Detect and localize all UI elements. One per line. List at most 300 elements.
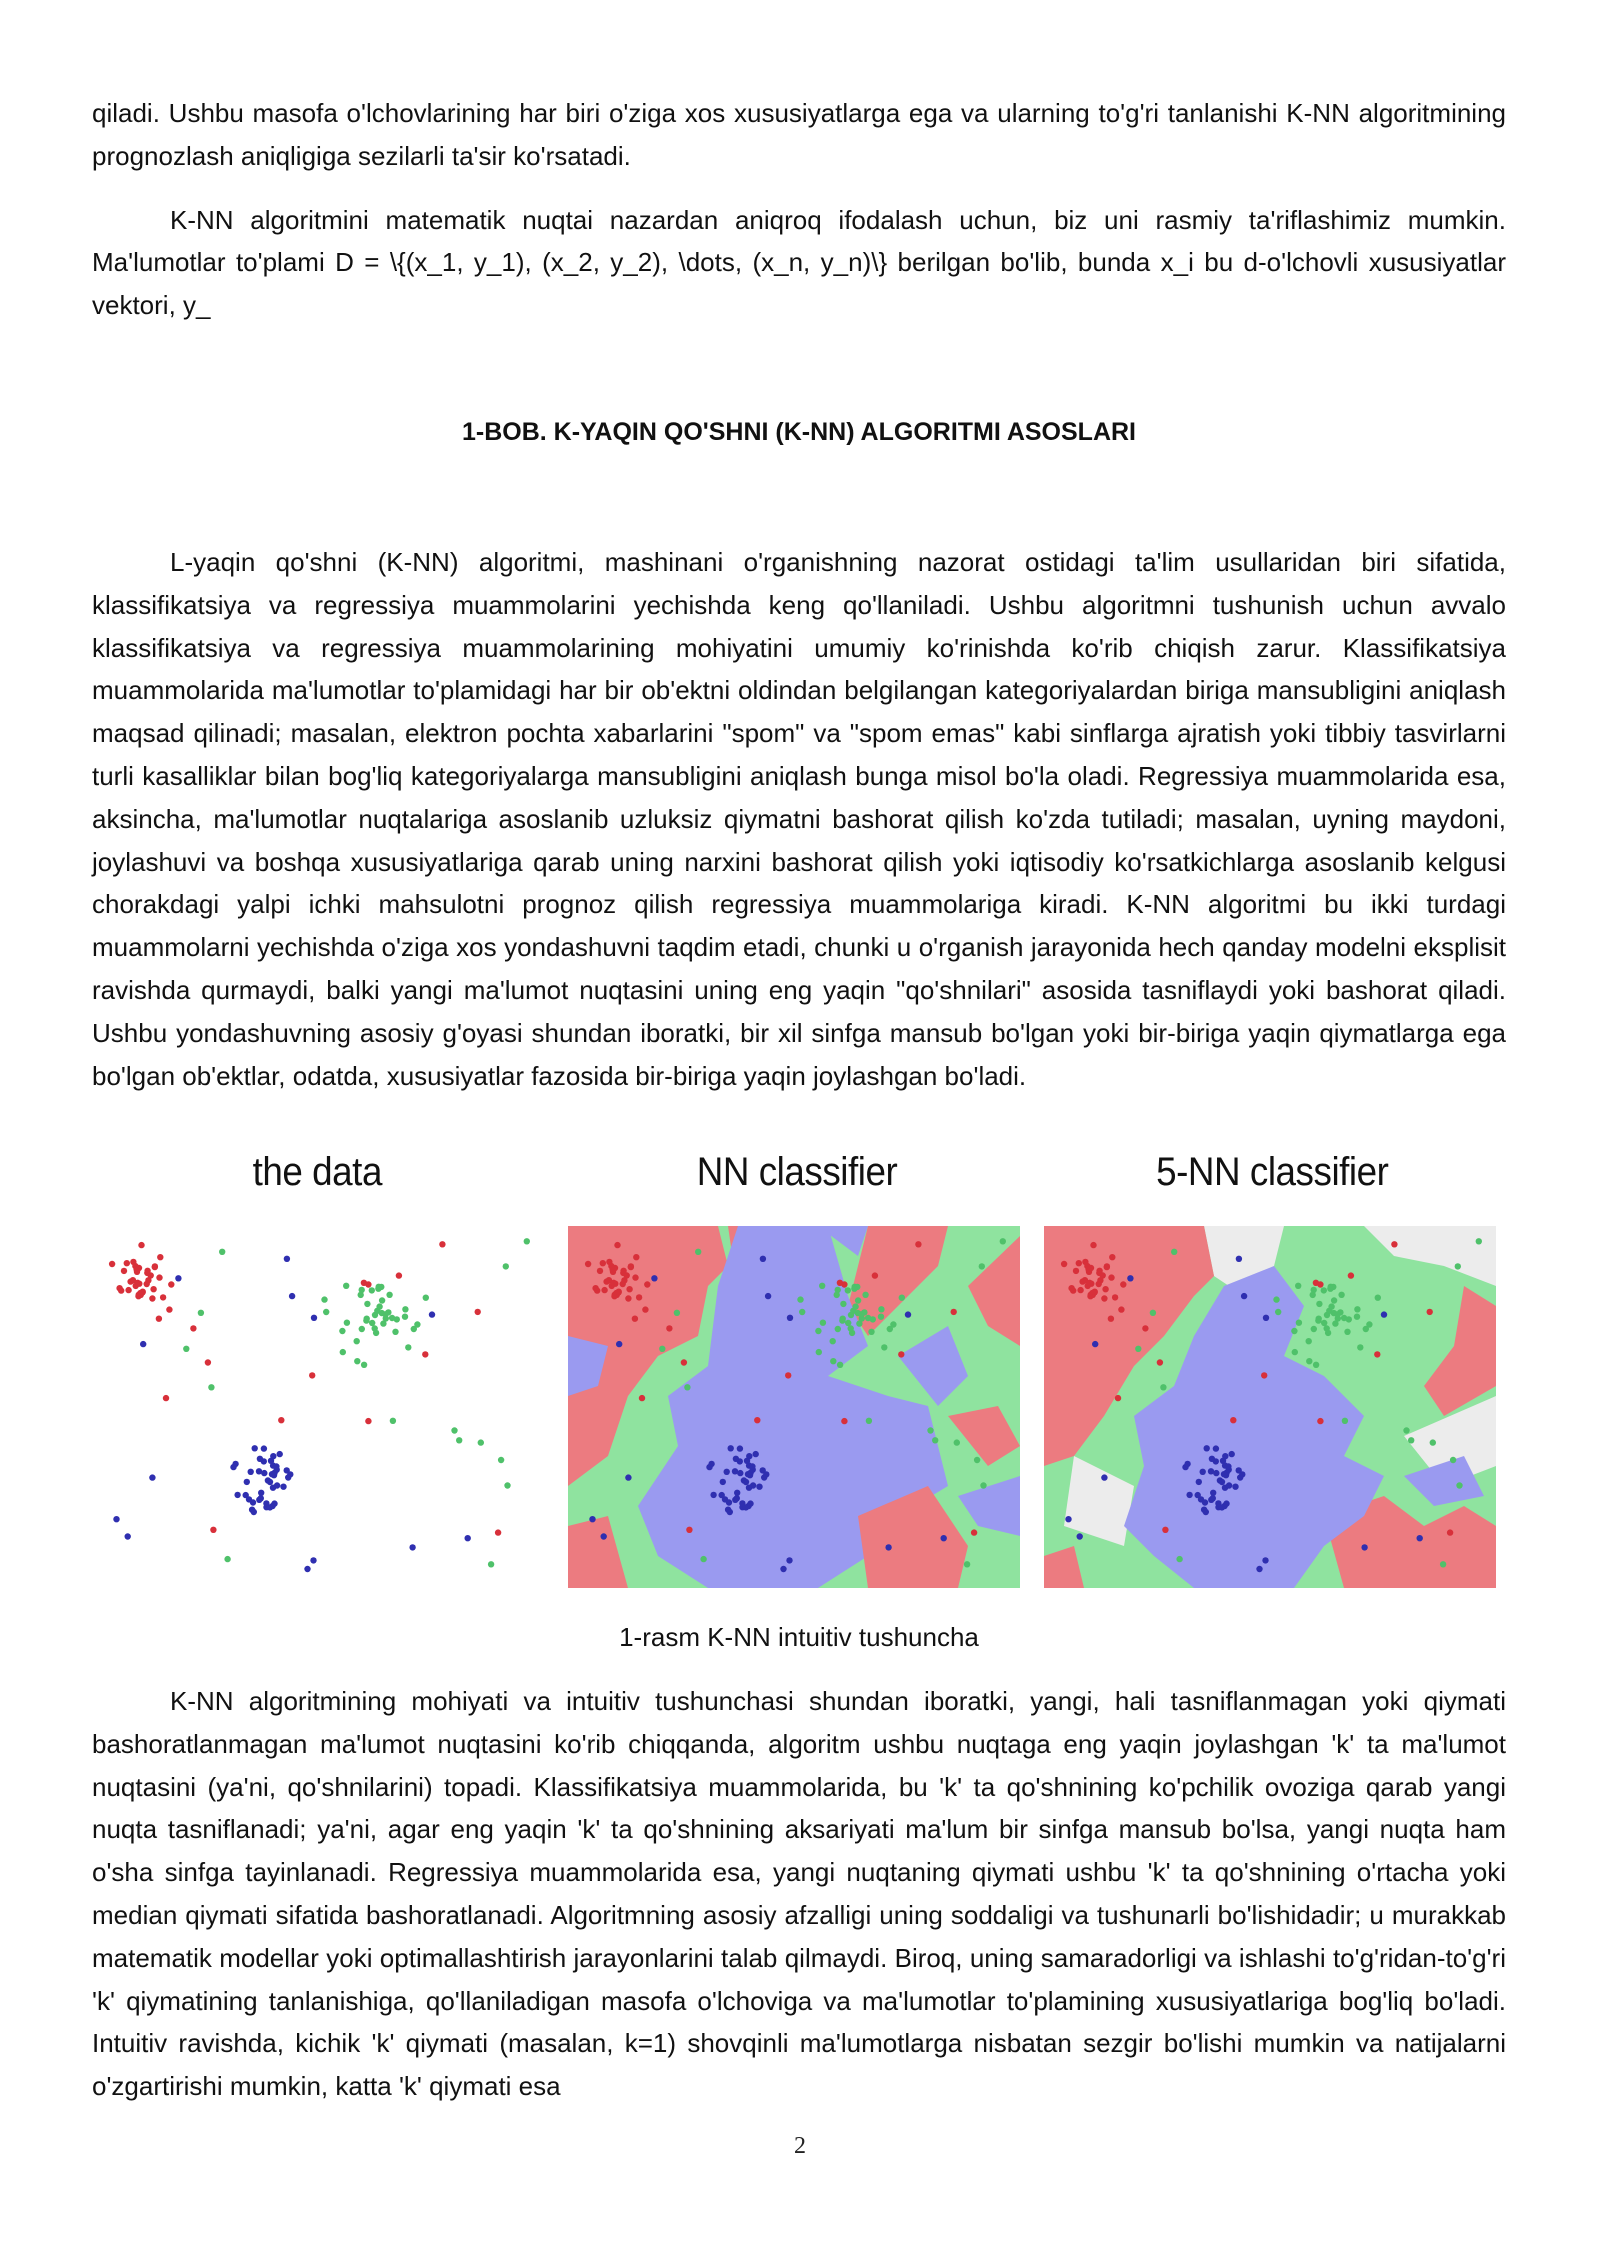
data-point [1115,1395,1121,1401]
data-point [1082,1259,1088,1265]
data-point [163,1395,169,1401]
data-point [887,1326,893,1332]
data-point [1232,1484,1238,1490]
data-point [614,1242,620,1248]
data-point [932,1437,938,1443]
data-point [268,1458,274,1464]
data-point [1338,1292,1344,1298]
data-point [258,1495,264,1501]
data-point [743,1479,749,1485]
data-point [1334,1311,1340,1317]
panel-title-nn: NN classifier [696,1150,898,1194]
data-point [1427,1309,1433,1315]
data-point [589,1516,595,1522]
data-point [615,1289,621,1295]
data-point [1079,1278,1085,1284]
data-point [287,1471,293,1477]
data-point [354,1358,360,1364]
data-point [1363,1326,1369,1332]
data-point [951,1309,957,1315]
data-point [465,1535,471,1541]
data-point [1348,1272,1354,1278]
data-point [149,1474,155,1480]
data-point [310,1557,316,1563]
data-scatter-panel [92,1226,544,1588]
data-point [840,1301,846,1307]
data-point [157,1254,163,1260]
data-point [616,1341,622,1347]
data-point [113,1516,119,1522]
data-point [1306,1358,1312,1364]
5nn-classifier-panel [1044,1226,1496,1588]
data-point [149,1295,155,1301]
data-point [198,1310,204,1316]
data-point [422,1351,428,1357]
data-point [390,1418,396,1424]
data-point [364,1301,370,1307]
data-point [219,1249,225,1255]
data-point [439,1241,445,1247]
data-point [152,1264,158,1270]
data-point [868,1329,874,1335]
data-point [274,1482,280,1488]
data-point [628,1264,634,1270]
data-point [898,1351,904,1357]
data-point [1229,1451,1235,1457]
data-point [750,1482,756,1488]
data-point [1256,1566,1262,1572]
data-point [1157,1359,1163,1365]
data-point [927,1427,933,1433]
data-point [1381,1311,1387,1317]
data-point [626,1286,632,1292]
data-point [1263,1315,1269,1321]
data-point [363,1317,369,1323]
data-point [495,1529,501,1535]
data-point [1275,1309,1281,1315]
data-point [1230,1417,1236,1423]
data-point [1204,1445,1210,1451]
data-point [594,1287,600,1293]
data-point [980,1482,986,1488]
data-point [252,1445,258,1451]
data-point [786,1557,792,1563]
data-point [284,1256,290,1262]
data-point [1120,1281,1126,1287]
data-point [488,1561,494,1567]
data-point [1375,1295,1381,1301]
data-point [1440,1561,1446,1567]
data-point [250,1499,256,1505]
data-points [109,1238,530,1572]
data-point [855,1297,861,1303]
body-text [92,1680,1506,2108]
data-point [601,1287,607,1293]
data-point [156,1274,162,1280]
data-point [1361,1544,1367,1550]
data-point [1210,1495,1216,1501]
data-point [674,1310,680,1316]
data-point [118,1287,124,1293]
data-point [744,1458,750,1464]
section-paragraph-1: L-yaqin qo'shni (K-NN) algoritmi, mashinani o'rganishning nazorat ostidagi ta'lim usullaridan biri sifatida, klassifikatsiya va regressiya muammolarini yechishda keng qo'llaniladi. Ushbu algoritmni tushunish uchun avvalo klassifikatsiya va regressiya muammolarining mohiyatini umumiy ko'rinishda ko'rib chiqish zarur. Klassifikatsiya muammolarida ma'lumotlar to'plamidagi har bir ob'ektni oldindan belgilangan kategoriyalardan biriga mansubligini aniqlash maqsad qilinadi; masalan, elektron pochta xabarlarini "spom" va "spom emas" kabi sinflarga ajratish yoki tibbiy tasvirlarni turli kasalliklar bilan bog'liq kategoriyalarga mansubligini aniqlash bunga misol bo'la oladi. Regressiya muammolarida esa, aksincha, ma'lumotlar nuqtalariga asoslanib uzluksiz qiymatni bashorat qilish ko'zda tutiladi; masalan, uyning maydoni, joylashuvi va boshqa xususiyatlariga qarab uning narxini bashorat qilish yoki iqtisodiy ko'rsatkichlarga asoslanib kelgusi chorakdagi yalpi ichki mahsulotni prognoz qilish regressiya muammolariga kiradi. K-NN algoritmi bu ikki turdagi muammolarni yechishda o'ziga xos yondashuvni taqdim etadi, chunki u o'rganish jarayonida hech qanday modelni eksplisit ravishda qurmaydi, balki yangi ma'lumot nuqtasini uning eng yaqin "qo'shnilari" asosida tasniflaydi yoki bashorat qiladi. Ushbu yondashuvning asosiy g'oyasi shundan iboratki, bir xil sinfga mansub bo'lgan yoki bir-biriga yaqin qiymatlarga ega bo'lgan ob'ektlar, odatda, xususiyatlar fazosida bir-biriga yaqin joylashgan bo'ladi. [92,547,1506,1091]
data-point [845,1320,851,1326]
data-point [1220,1458,1226,1464]
chapter-heading: 1-BOB. K-YAQIN QO'SHNI (K-NN) ALGORITMI ASOSLARI [462,418,1136,446]
data-point [361,1362,367,1368]
data-point [601,1533,607,1539]
data-point [1070,1287,1076,1293]
data-point [156,1316,162,1322]
data-point [125,1533,131,1539]
data-point [1236,1256,1242,1262]
data-point [971,1529,977,1535]
data-point [224,1556,230,1562]
data-point [734,1495,740,1501]
data-point [610,1280,616,1286]
data-point [1391,1241,1397,1247]
data-point [708,1461,714,1467]
data-point [271,1500,277,1506]
intro-paragraph-2: K-NN algoritmini matematik nuqtai nazardan aniqroq ifodalash uchun, biz uni rasmiy ta'riflashimiz mumkin. Ma'lumotlar to'plami D = \{(x_1, y_1), (x_2, y_2), \dots, (x_n, y_n)\} berilgan bo'lib, bunda x_i bu d-o'lchovli xususiyatlar vektori, y_ [92,204,1506,321]
data-point [1077,1287,1083,1293]
data-point [834,1292,840,1298]
data-point [205,1359,211,1365]
data-point [852,1303,858,1309]
data-point [815,1328,821,1334]
data-point [372,1325,378,1331]
data-point [261,1445,267,1451]
data-point [258,1490,264,1496]
data-point [210,1527,216,1533]
data-point [269,1471,275,1477]
data-point [1331,1297,1337,1303]
data-point [409,1544,415,1550]
data-point [257,1456,263,1462]
data-point [739,1500,745,1506]
data-point [1374,1351,1380,1357]
data-point [402,1306,408,1312]
data-point [763,1471,769,1477]
data-point [820,1320,826,1326]
data-point [1109,1254,1115,1260]
data-point [1086,1280,1092,1286]
data-point [248,1469,254,1475]
data-point [1430,1439,1436,1445]
data-point [839,1317,845,1323]
data-point [144,1270,150,1276]
data-point [830,1358,836,1364]
data-point [369,1320,375,1326]
data-point [651,1275,657,1281]
data-point [1118,1306,1124,1312]
data-point [734,1490,740,1496]
data-point [747,1500,753,1506]
data-point [411,1326,417,1332]
data-point [251,1509,257,1515]
data-point [144,1281,150,1287]
data-point [872,1272,878,1278]
data-point [1215,1500,1221,1506]
data-point [899,1295,905,1301]
data-point [964,1561,970,1567]
data-point [1090,1242,1096,1248]
data-point [392,1329,398,1335]
data-point [1273,1296,1279,1302]
data-point [1065,1516,1071,1522]
data-point [719,1492,725,1498]
data-point [1321,1320,1327,1326]
section-text [92,541,1506,1097]
data-point [878,1314,884,1320]
data-point [273,1463,279,1469]
data-point [234,1492,240,1498]
data-point [1344,1329,1350,1335]
data-point [1171,1249,1177,1255]
data-point [1000,1238,1006,1244]
data-point [1101,1295,1107,1301]
data-point [1223,1500,1229,1506]
data-point [1219,1479,1225,1485]
data-point [130,1259,136,1265]
data-point [862,1292,868,1298]
data-point [1450,1457,1456,1463]
data-point [498,1457,504,1463]
data-point [1311,1326,1317,1332]
panel-title-5nn: 5-NN classifier [1156,1150,1389,1194]
data-point [1417,1535,1423,1541]
data-point [636,1294,642,1300]
data-point [1225,1463,1231,1469]
page-number: 2 [794,2133,806,2159]
data-point [644,1281,650,1287]
data-point [905,1311,911,1317]
data-point [1104,1264,1110,1270]
data-point [760,1256,766,1262]
data-point [359,1326,365,1332]
data-point [1186,1492,1192,1498]
data-point [309,1372,315,1378]
data-point [600,1260,606,1266]
data-point [1203,1509,1209,1515]
data-point [1092,1341,1098,1347]
data-point [1096,1270,1102,1276]
data-point [354,1338,360,1344]
data-point [848,1325,854,1331]
data-point [816,1349,822,1355]
data-point [263,1500,269,1506]
body-paragraph-1: K-NN algoritmining mohiyati va intuitiv tushunchasi shundan iboratki, yangi, hali tasniflanmagan yoki qiymati bashoratlanmagan ma'lumot nuqtasini ko'rib chiqqanda, algoritm ushbu nuqtaga eng yaqin joylashgan 'k' ta ma'lumot nuqtasini (ya'ni, qo'shnilarini) topadi. Klassifikatsiya muammolarida, bu 'k' ta qo'shnining ko'pchilik ovoziga qarab yangi nuqta tasniflanadi; ya'ni, agar eng yaqin 'k' ta qo'shnining aksariyati ma'lum bir sinfga mansub bo'lsa, yangi nuqta ham o'sha sinfga tayinlanadi. Regressiya muammolarida esa, yangi nuqtaning qiymati ushbu 'k' ta qo'shnining o'rtacha yoki median qiymati sifatida bashoratlanadi. Algoritmning asosiy afzalligi uning soddaligi va tushunarli bo'lishidadir; u murakkab matematik modellar yoki optimallashtirish jarayonlarini talab qilmaydi. Biroq, uning samaradorligi va ishlashi to'g'ridan-to'g'ri 'k' qiymatining tanlanishiga, qo'llaniladigan masofa o'lchoviga va ma'lumotlar to'plamining xususiyatlariga bog'liq bo'ladi. Intuitiv ravishda, kichik 'k' qiymati (masalan, k=1) shovqinli ma'lumotlarga nisbatan sezgir bo'lishi mumkin va natijalarni o'zgartirishi mumkin, katta 'k' qiymati esa [92,1686,1506,2102]
data-point [1150,1310,1156,1316]
data-point [1061,1261,1067,1267]
data-point [625,1295,631,1301]
data-point [304,1566,310,1572]
data-point [625,1474,631,1480]
data-point [841,1418,847,1424]
data-point [851,1286,857,1292]
data-point [1317,1418,1323,1424]
data-point [858,1311,864,1317]
data-point [720,1479,726,1485]
data-point [632,1274,638,1280]
data-point [597,1268,603,1274]
data-point [1073,1268,1079,1274]
data-point [168,1281,174,1287]
data-point [1096,1281,1102,1287]
data-point [140,1341,146,1347]
data-point [797,1296,803,1302]
data-point [1102,1286,1108,1292]
data-point [456,1437,462,1443]
data-point [866,1418,872,1424]
data-point [451,1427,457,1433]
data-point [278,1417,284,1423]
data-point [1076,1260,1082,1266]
data-point [700,1556,706,1562]
data-point [232,1461,238,1467]
data-point [726,1499,732,1505]
data-point [1291,1328,1297,1334]
data-point [885,1544,891,1550]
data-point [745,1471,751,1477]
data-point [358,1292,364,1298]
data-point [1184,1461,1190,1467]
data-point [1456,1482,1462,1488]
data-point [1195,1492,1201,1498]
data-point [376,1303,382,1309]
data-point [710,1492,716,1498]
data-point [954,1439,960,1445]
data-point [1324,1325,1330,1331]
data-point [1162,1527,1168,1533]
data-point [1221,1471,1227,1477]
data-point [753,1451,759,1457]
data-point [1403,1427,1409,1433]
data-point [1077,1533,1083,1539]
data-point [620,1281,626,1287]
data-point [1213,1445,1219,1451]
data-point [361,1280,367,1286]
data-point [396,1272,402,1278]
data-point [1200,1469,1206,1475]
data-point [382,1311,388,1317]
data-point [402,1314,408,1320]
data-point [1342,1418,1348,1424]
data-point [150,1286,156,1292]
data-point [243,1492,249,1498]
data-point [423,1295,429,1301]
data-point [684,1384,690,1390]
data-point [785,1372,791,1378]
data-point [394,1316,400,1322]
data-point [340,1349,346,1355]
data-point [666,1325,672,1331]
data-point [633,1254,639,1260]
data-point [1321,1287,1327,1293]
data-point [1292,1349,1298,1355]
data-point [244,1479,250,1485]
data-point [124,1260,130,1266]
data-point [1455,1263,1461,1269]
data-point [379,1297,385,1303]
data-point [277,1451,283,1457]
data-point [1209,1456,1215,1462]
data-point [1476,1238,1482,1244]
data-point [1160,1384,1166,1390]
data-point [837,1362,843,1368]
data-point [261,1470,267,1476]
data-point [728,1445,734,1451]
data-point [737,1470,743,1476]
data-point [1112,1294,1118,1300]
data-point [166,1306,172,1312]
data-point [1226,1482,1232,1488]
data-point [830,1338,836,1344]
data-point [478,1439,484,1445]
data-point [1108,1274,1114,1280]
data-point [127,1278,133,1284]
data-point [208,1384,214,1390]
data-point [1239,1471,1245,1477]
data-point [139,1289,145,1295]
data-point [835,1326,841,1332]
intro-paragraph-1: qiladi. Ushbu masofa o'lchovlarining har biri o'ziga xos xususiyatlarga ega va ularning to'g'ri tanlanishi K-NN algoritmining prognozlash aniqligiga sezilarli ta'sir ko'rsatadi. [92,98,1506,171]
data-point [724,1469,730,1475]
data-point [1176,1556,1182,1562]
data-point [1127,1275,1133,1281]
data-point [845,1287,851,1293]
data-point [121,1268,127,1274]
figure-caption: 1-rasm K-NN intuitiv tushuncha [619,1622,979,1652]
data-point [974,1457,980,1463]
data-point [686,1527,692,1533]
data-point [1262,1557,1268,1563]
data-point [1261,1372,1267,1378]
data-point [632,1316,638,1322]
data-point [1091,1289,1097,1295]
data-point [344,1320,350,1326]
data-point [620,1270,626,1276]
data-point [878,1306,884,1312]
data-point [289,1293,295,1299]
data-point [881,1344,887,1350]
nn-classifier-panel [568,1226,1020,1588]
data-point [183,1346,189,1352]
data-point [1142,1325,1148,1331]
data-point [429,1311,435,1317]
data-point [138,1242,144,1248]
data-point [405,1344,411,1350]
data-point [1135,1346,1141,1352]
data-point [524,1238,530,1244]
data-point [1313,1280,1319,1286]
data-point [1108,1316,1114,1322]
data-point [1447,1529,1453,1535]
data-point [603,1278,609,1284]
data-point [1310,1292,1316,1298]
data-point [979,1263,985,1269]
data-point [1354,1306,1360,1312]
data-point [1408,1437,1414,1443]
data-point [1296,1320,1302,1326]
data-point [799,1309,805,1315]
knn-figure [92,1150,1506,1610]
data-point [1210,1490,1216,1496]
data-point [941,1535,947,1541]
panel-title-data: the data [252,1150,382,1194]
data-point [1315,1317,1321,1323]
data-point [504,1482,510,1488]
